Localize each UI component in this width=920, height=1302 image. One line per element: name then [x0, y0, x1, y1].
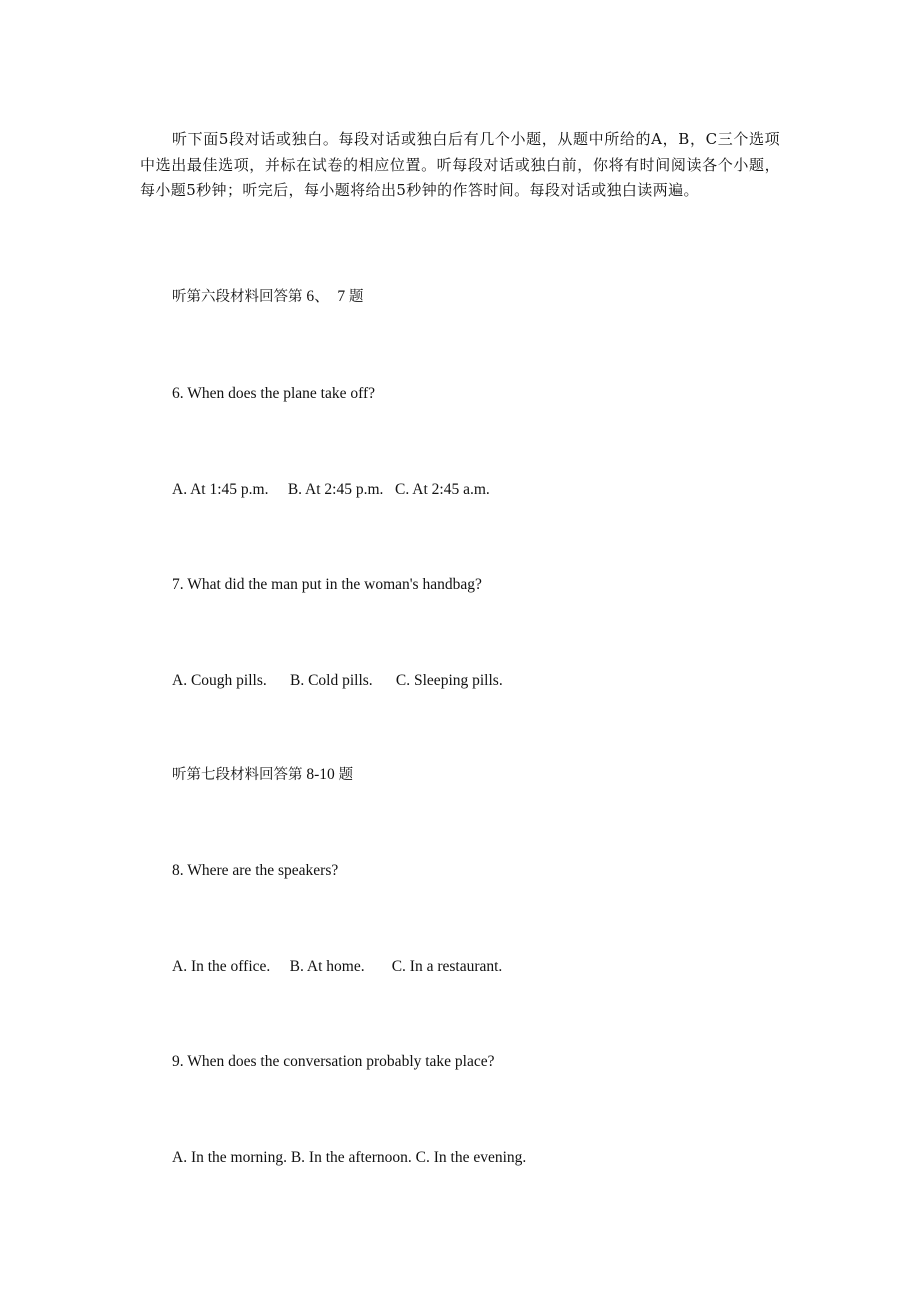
- question-9-options: A. In the morning. B. In the afternoon. C. In the evening.: [172, 1149, 527, 1166]
- question-7-options: A. Cough pills. B. Cold pills. C. Sleeping pills.: [172, 672, 503, 689]
- question-7: 7. What did the man put in the woman's handbag?: [172, 576, 482, 593]
- question-6: 6. When does the plane take off?: [172, 385, 376, 402]
- question-9: 9. When does the conversation probably take place?: [172, 1053, 495, 1070]
- section-heading-range: 8-10: [306, 766, 335, 783]
- section-heading-end: 题: [338, 767, 354, 783]
- section-heading-range: 6、 7: [306, 288, 346, 305]
- section-heading-prefix: 听第六段材料回答第: [172, 289, 303, 305]
- section-heading-8-10: [172, 765, 353, 785]
- section-heading-prefix: 听第七段材料回答第: [172, 767, 303, 783]
- question-8-options: A. In the office. B. At home. C. In a restaurant.: [172, 958, 503, 975]
- section-heading-end: 题: [349, 289, 364, 305]
- listening-instructions: 听下面5段对话或独白。每段对话或独白后有几个小题，从题中所给的A，B，C三个选项中选出最佳选项，并标在试卷的相应位置。听每段对话或独白前，你将有时间阅读各个小题，每小题5秒钟；听完后，每小题将给出5秒钟的作答时间。每段对话或独白读两遍。: [140, 130, 780, 199]
- question-8: 8. Where are the speakers?: [172, 862, 339, 879]
- question-6-options: A. At 1:45 p.m. B. At 2:45 p.m. C. At 2:45 a.m.: [172, 481, 490, 498]
- section-heading-6-7: [172, 287, 364, 307]
